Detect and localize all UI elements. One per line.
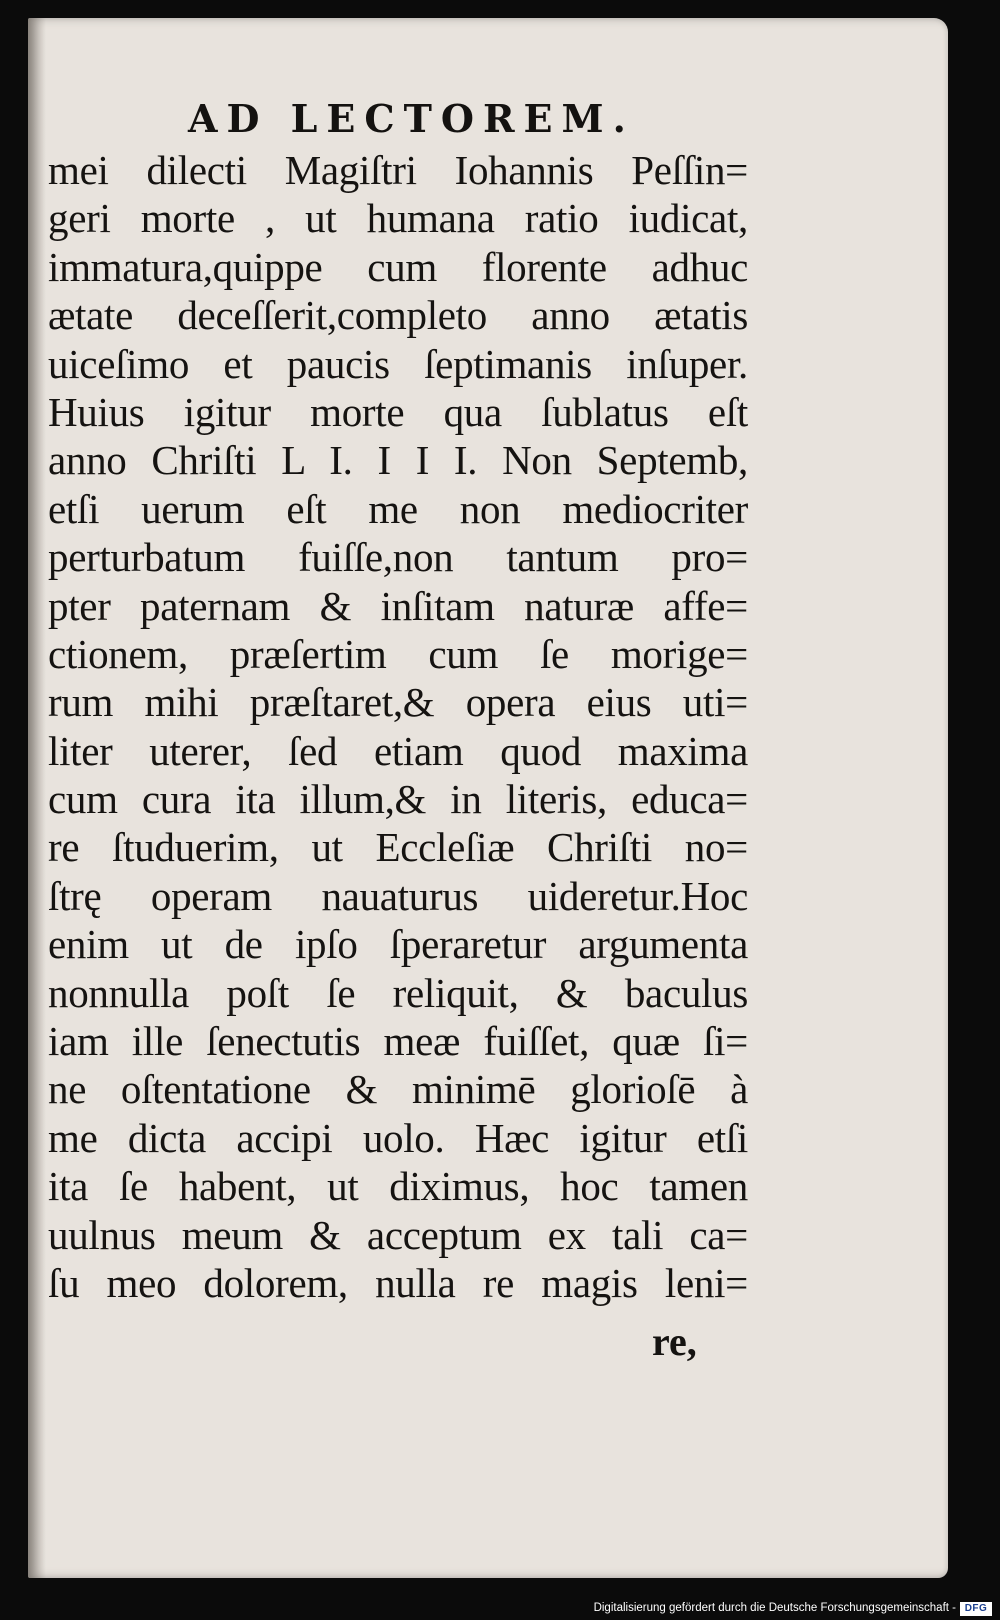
- text-line: ſu meo dolorem, nulla re magis leni=: [48, 1259, 748, 1306]
- text-line: Huius igitur morte qua ſublatus eſt: [48, 388, 748, 435]
- digitization-credit: Digitalisierung gefördert durch die Deutsche Forschungsgemeinschaft -: [593, 1602, 956, 1614]
- text-line: etſi uerum eſt me non mediocriter: [48, 485, 748, 532]
- text-line: perturbatum fuiſſe,non tantum pro=: [48, 534, 748, 581]
- dfg-logo: DFG: [960, 1602, 992, 1616]
- text-line: uulnus meum & acceptum ex tali ca=: [48, 1211, 748, 1258]
- text-line: pter paternam & inſitam naturæ affe=: [48, 582, 748, 629]
- text-line: rum mihi præſtaret,& opera eius uti=: [48, 679, 748, 726]
- text-line: ctionem, præſertim cum ſe morige=: [48, 630, 748, 677]
- text-line: nonnulla poſt ſe reliquit, & baculus: [48, 969, 748, 1016]
- text-line: ita ſe habent, ut diximus, hoc tamen: [48, 1163, 748, 1210]
- text-block: [48, 146, 748, 1307]
- text-line: ſtrę operam nauaturus uideretur.Hoc: [48, 872, 748, 919]
- text-line: geri morte , ut humana ratio iudicat,: [48, 195, 748, 242]
- book-page: [28, 18, 948, 1578]
- text-line: immatura,quippe cum florente adhuc: [48, 243, 748, 290]
- text-line: liter uterer, ſed etiam quod maxima: [48, 727, 748, 774]
- text-line: re ſtuduerim, ut Eccleſiæ Chriſti no=: [48, 824, 748, 871]
- text-line: me dicta accipi uolo. Hæc igitur etſi: [48, 1114, 748, 1161]
- text-line: anno Chriſti L I. I I I. Non Septemb,: [48, 437, 748, 484]
- text-line: ætate deceſſerit,completo anno ætatis: [48, 292, 748, 339]
- running-head: AD LECTOREM.: [188, 96, 635, 141]
- text-line: uiceſimo et paucis ſeptimanis inſuper.: [48, 340, 748, 387]
- text-line: enim ut de ipſo ſperaretur argumenta: [48, 921, 748, 968]
- text-line: mei dilecti Magiſtri Iohannis Peſſin=: [48, 147, 748, 193]
- text-line: ne oſtentatione & minimē glorioſē à: [48, 1066, 748, 1113]
- catchword: re,: [652, 1319, 697, 1364]
- text-line: cum cura ita illum,& in literis, educa=: [48, 776, 748, 823]
- text-line: iam ille ſenectutis meæ fuiſſet, quæ ſi=: [48, 1018, 748, 1065]
